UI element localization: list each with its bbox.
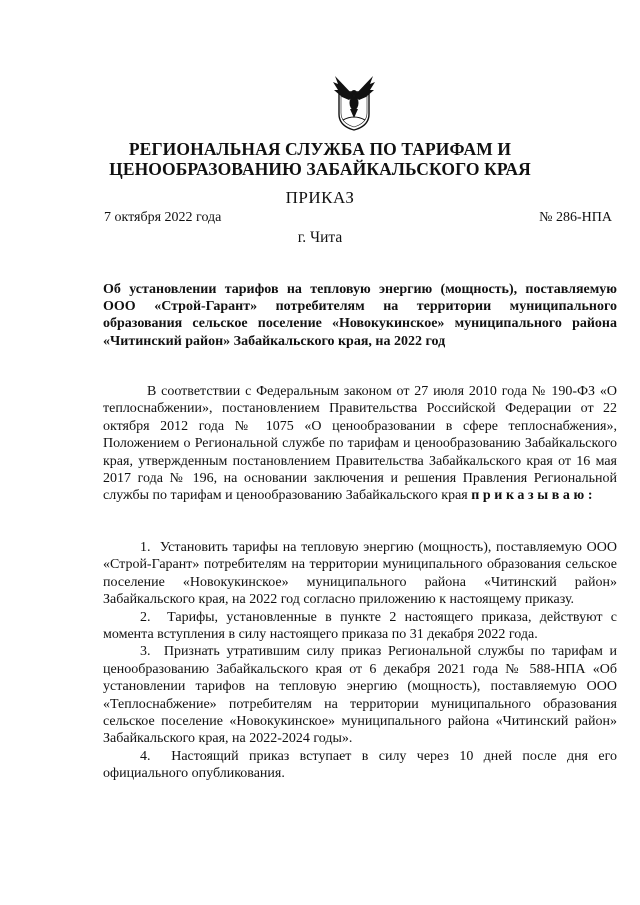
order-item bbox=[103, 609, 617, 644]
order-item bbox=[103, 643, 617, 747]
order-item-number: 2. bbox=[140, 609, 151, 625]
document-subject: Об установлении тарифов на тепловую энергию (мощность), поставляемую ООО «Строй-Гарант» потребителям на территории муниципального образования сельское поселение «Новокукинское» муниципального района «Читинский район» Забайкальского края, на 2022 год bbox=[103, 282, 617, 349]
order-item-number: 4. bbox=[140, 748, 151, 764]
order-item-text: Настоящий приказ вступает в силу через 10 дней после дня его официального опубликования. bbox=[103, 748, 618, 782]
order-items-list bbox=[103, 539, 617, 783]
document-date: 7 октября 2022 года bbox=[104, 210, 222, 225]
intro-text: В соответствии с Федеральным законом от 27 июля 2010 года № 190-ФЗ «О теплоснабжении», постановлением Правительства Российской Федерации от 22 октября 2012 года № 1075 «О ценообразовании в сфере теплоснабжения», Положением о Региональной службе по тарифам и ценообразованию Забайкальского края, утвержденным постановлением Правительства Забайкальского края от 16 мая 2017 года № 196, на основании заключения и решения Правления Региональной службы по тарифам и ценообразованию Забайкальского края bbox=[103, 384, 617, 504]
document-city: г. Чита bbox=[297, 229, 343, 246]
order-item-text: Установить тарифы на тепловую энергию (мощность), поставляемую ООО «Строй-Гарант» потребителям на территории муниципального образования сельское поселение «Новокукинское» муниципального района «Читинский район» Забайкальского края, на 2022 год согласно приложению к настоящему приказу. bbox=[103, 540, 618, 608]
order-item-number: 3. bbox=[140, 644, 151, 660]
order-item-number: 1. bbox=[140, 540, 151, 555]
decree-word: приказываю: bbox=[471, 488, 597, 504]
document-type: ПРИКАЗ bbox=[285, 188, 355, 207]
org-name-line-2: ЦЕНООБРАЗОВАНИЮ ЗАБАЙКАЛЬСКОГО КРАЯ bbox=[109, 159, 531, 179]
document-number: № 286-НПА bbox=[539, 210, 612, 225]
intro-paragraph bbox=[103, 383, 617, 505]
order-item bbox=[103, 748, 617, 783]
order-item-text: Тарифы, установленные в пункте 2 настоящего приказа, действуют с момента вступления в силу настоящего приказа по 31 декабря 2022 года. bbox=[103, 609, 617, 643]
coat-of-arms-icon bbox=[329, 70, 379, 132]
order-item bbox=[103, 539, 617, 609]
org-name-line-1: РЕГИОНАЛЬНАЯ СЛУЖБА ПО ТАРИФАМ И bbox=[128, 139, 512, 159]
order-item-text: Признать утратившим силу приказ Региональной службы по тарифам и ценообразованию Забайкальского края от 6 декабря 2021 года № 588-НПА «Об установлении тарифов на тепловую энергию (мощность), поставляемую ООО «Теплоснабжение» потребителям на территории муниципального образования сельское поселение «Новокукинское» муниципального района «Читинский район» Забайкальского края, на 2022-2024 годы». bbox=[103, 644, 618, 747]
